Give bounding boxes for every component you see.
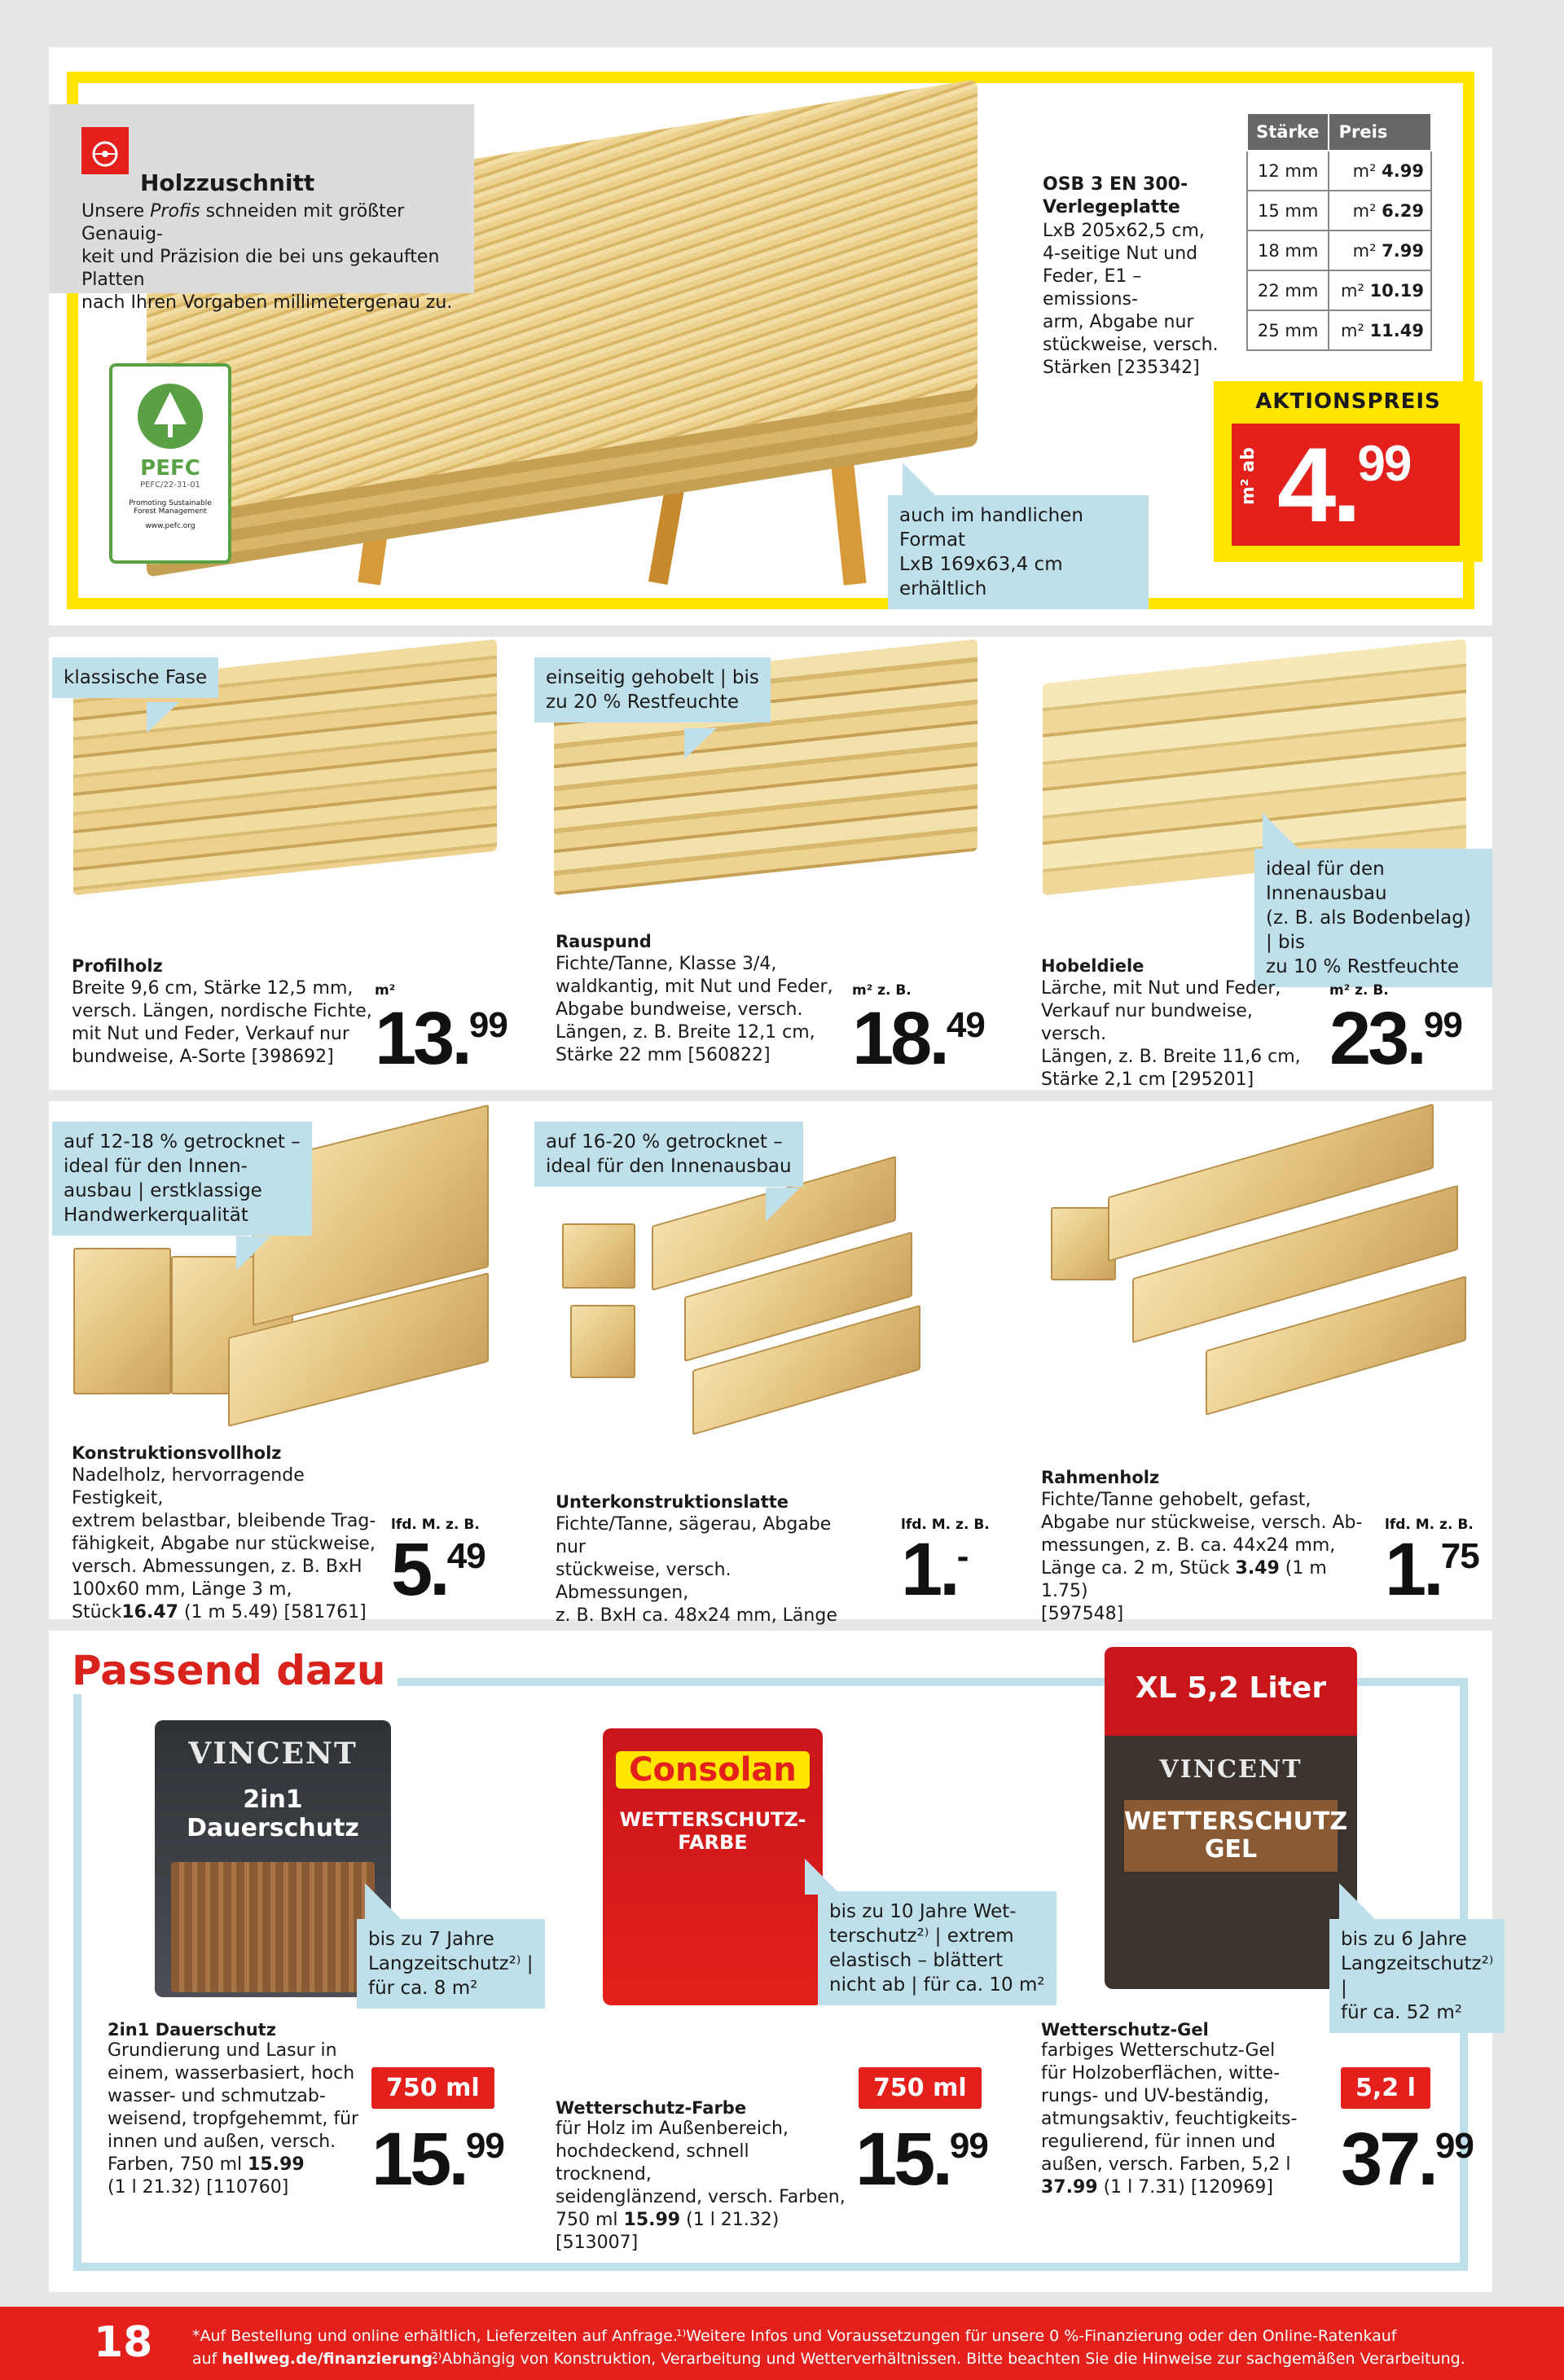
- kvh-unit: lfd. M. z. B.: [391, 1517, 480, 1533]
- dauerschutz-desc: Grundierung und Lasur in einem, wasserbasiert, hoch wasser- und schmutzab- weisend, tropfgehemmt, für innen und außen, versch. Farben, 750 ml 15.99 (1 l 21.32) [110760]: [108, 2040, 359, 2198]
- profilholz-desc: Breite 9,6 cm, Stärke 12,5 mm, versch. Längen, nordische Fichte, mit Nut und Feder, Verkauf nur bundweise, A-Sorte [398692]: [72, 978, 372, 1067]
- passend-panel: [49, 1631, 1492, 2292]
- osb-product-desc: LxB 205x62,5 cm, 4-seitige Nut und Feder, E1 – emissions- arm, Abgabe nur stückweise, versch. Stärken [235342]: [1043, 221, 1219, 378]
- pefc-logo: PEFC PEFC/22-31-01 Promoting Sustainable Forest Management www.pefc.org: [109, 363, 231, 564]
- gel-size-tag: 5,2 l: [1341, 2067, 1430, 2109]
- rauspund-bubble: einseitig gehobelt | bis zu 20 % Restfeuchte: [534, 657, 771, 722]
- aktionspreis-price: m² ab 4.99: [1232, 424, 1460, 546]
- service-title: Holzzuschnitt: [140, 169, 315, 196]
- footer-note-right: ¹⁾Weitere Infos und Voraussetzungen für unsere 0 %-Finanzierung oder den Online-Ratenkauf: [676, 2327, 1397, 2345]
- gel-bubble: bis zu 6 Jahre Langzeitschutz²⁾ | für ca. 52 m²: [1329, 1919, 1505, 2033]
- financing-link[interactable]: hellweg.de/finanzierung.: [222, 2350, 439, 2368]
- table-row: 25 mm m² 11.49: [1247, 310, 1431, 350]
- dauerschutz-price: 15.99: [371, 2118, 504, 2201]
- holzzuschnitt-box: [49, 104, 474, 313]
- consolan-name: Wetterschutz-Farbe: [556, 2098, 747, 2118]
- dauerschutz-size-tag: 750 ml: [371, 2067, 494, 2109]
- latte-bubble: auf 16-20 % getrocknet – ideal für den Innenausbau: [534, 1122, 803, 1187]
- profilholz-name: Profilholz: [72, 956, 163, 976]
- rauspund-price: 18.49: [852, 997, 985, 1080]
- wetterschutz-gel-can-image: XL 5,2 Liter VINCENT WETTERSCHUTZ GEL: [1105, 1647, 1357, 1989]
- kvh-bubble: auf 12-18 % getrocknet – ideal für den Innen- ausbau | erstklassige Handwerkerqualität: [52, 1122, 312, 1236]
- pefc-tree-icon: [125, 380, 215, 453]
- profilholz-price: 13.99: [375, 997, 507, 1080]
- table-row: 15 mm m² 6.29: [1247, 191, 1431, 231]
- consolan-bubble: bis zu 10 Jahre Wet- terschutz²⁾ | extrem elastisch – blättert nicht ab | für ca. 10 m²: [818, 1891, 1057, 2005]
- gel-price: 37.99: [1341, 2118, 1474, 2201]
- rahmenholz-price: 1.75: [1385, 1528, 1479, 1611]
- profilholz-unit: m²: [375, 982, 396, 999]
- top-panel: [49, 47, 1492, 626]
- latte-price: 1.-: [901, 1528, 969, 1611]
- page-number: 18: [94, 2318, 153, 2367]
- hobeldiele-unit: m² z. B.: [1329, 982, 1389, 999]
- rahmenholz-name: Rahmenholz: [1041, 1468, 1160, 1487]
- hobeldiele-bubble: ideal für den Innenausbau (z. B. als Bodenbelag) | bis zu 10 % Restfeuchte: [1254, 849, 1492, 987]
- table-row: 18 mm m² 7.99: [1247, 231, 1431, 270]
- osb-product-name: OSB 3 EN 300- Verlegeplatte: [1043, 174, 1188, 217]
- gel-name: Wetterschutz-Gel: [1041, 2020, 1209, 2040]
- footer-bar: [0, 2307, 1564, 2380]
- rauspund-desc: Fichte/Tanne, Klasse 3/4, waldkantig, mit Nut und Feder, Abgabe bundweise, versch. Längen, z. B. Breite 12,1 cm, Stärke 22 mm [560822]: [556, 954, 833, 1065]
- consolan-can-image: Consolan WETTERSCHUTZ- FARBE: [603, 1728, 823, 2005]
- consolan-price: 15.99: [855, 2118, 988, 2201]
- rauspund-name: Rauspund: [556, 932, 652, 951]
- service-text: Unsere Profis schneiden mit größter Genauig- keit und Präzision die bei uns gekauften Platten nach Ihren Vorgaben millimetergenau zu.: [81, 201, 453, 313]
- kvh-price: 5.49: [391, 1528, 485, 1611]
- row2-panel: [49, 1101, 1492, 1626]
- gel-desc: farbiges Wetterschutz-Gel für Holzoberflächen, witte- rungs- und UV-beständig, atmungsaktiv, feuchtigkeits- regulierend, für innen und außen, versch. Farben, 5,2 l 37.99 (1 l 7.31) [120969]: [1041, 2040, 1298, 2198]
- hobeldiele-price: 23.99: [1329, 997, 1462, 1080]
- thickness-price-table: [1246, 112, 1432, 351]
- table-row: 22 mm m² 10.19: [1247, 270, 1431, 310]
- footer-note-left: *Auf Bestellung und online erhältlich, Lieferzeiten auf Anfrage. auf hellweg.de/finanzierung.: [192, 2327, 678, 2368]
- dauerschutz-can-image: VINCENT 2in1 Dauerschutz: [155, 1720, 391, 1997]
- rahmenholz-desc: Fichte/Tanne gehobelt, gefast, Abgabe nur stückweise, versch. Ab- messungen, z. B. ca. 44x24 mm, Länge ca. 2 m, Stück 3.49 (1 m 1.75) [597548]: [1041, 1490, 1363, 1624]
- hobeldiele-desc: Lärche, mit Nut und Feder, Verkauf nur bundweise, versch. Längen, z. B. Breite 11,6 cm, Stärke 2,1 cm [295201]: [1041, 978, 1301, 1090]
- format-bubble: auch im handlichen Format LxB 169x63,4 cm erhältlich: [888, 495, 1149, 609]
- kvh-name: Konstruktionsvollholz: [72, 1443, 282, 1463]
- kvh-desc: Nadelholz, hervorragende Festigkeit, extrem belastbar, bleibende Trag- fähigkeit, Abgabe nur stückweise, versch. Abmessungen, z. B. BxH 100x60 mm, Länge 3 m, Stück16.47 (1 m 5.49) [581761]: [72, 1465, 376, 1623]
- dauerschutz-bubble: bis zu 7 Jahre Langzeitschutz²⁾ | für ca. 8 m²: [357, 1919, 545, 2009]
- saw-blade-icon: [81, 127, 129, 174]
- profilholz-bubble: klassische Fase: [52, 657, 218, 698]
- consolan-size-tag: 750 ml: [859, 2067, 982, 2109]
- consolan-desc: für Holz im Außenbereich, hochdeckend, schnell trocknend, seidenglänzend, versch. Farben, 750 ml 15.99 (1 l 21.32) [513007]: [556, 2119, 846, 2253]
- latte-desc: Fichte/Tanne, sägerau, Abgabe nur stückweise, versch. Abmessungen, z. B. BxH ca. 48x24 mm, Länge: [556, 1514, 837, 1626]
- dauerschutz-name: 2in1 Dauerschutz: [108, 2020, 276, 2040]
- hobeldiele-name: Hobeldiele: [1041, 956, 1144, 976]
- aktionspreis-label: AKTIONSPREIS: [1255, 389, 1441, 414]
- aktionspreis-box: [1214, 381, 1483, 562]
- footer-note-right-2: ²⁾Abhängig von Konstruktion, Verarbeitung und Wetterverhältnissen. Bitte beachten Sie die Hinweise zur sachgemäßen Verarbeitung.: [432, 2350, 1465, 2368]
- rahmenholz-unit: lfd. M. z. B.: [1385, 1517, 1474, 1533]
- table-header: Stärke Preis: [1247, 113, 1431, 151]
- latte-name: Unterkonstruktionslatte: [556, 1492, 789, 1512]
- passend-heading: Passend dazu: [72, 1647, 398, 1694]
- row1-panel: [49, 637, 1492, 1090]
- table-row: 12 mm m² 4.99: [1247, 151, 1431, 191]
- latte-unit: lfd. M. z. B.: [901, 1517, 990, 1533]
- rauspund-unit: m² z. B.: [852, 982, 912, 999]
